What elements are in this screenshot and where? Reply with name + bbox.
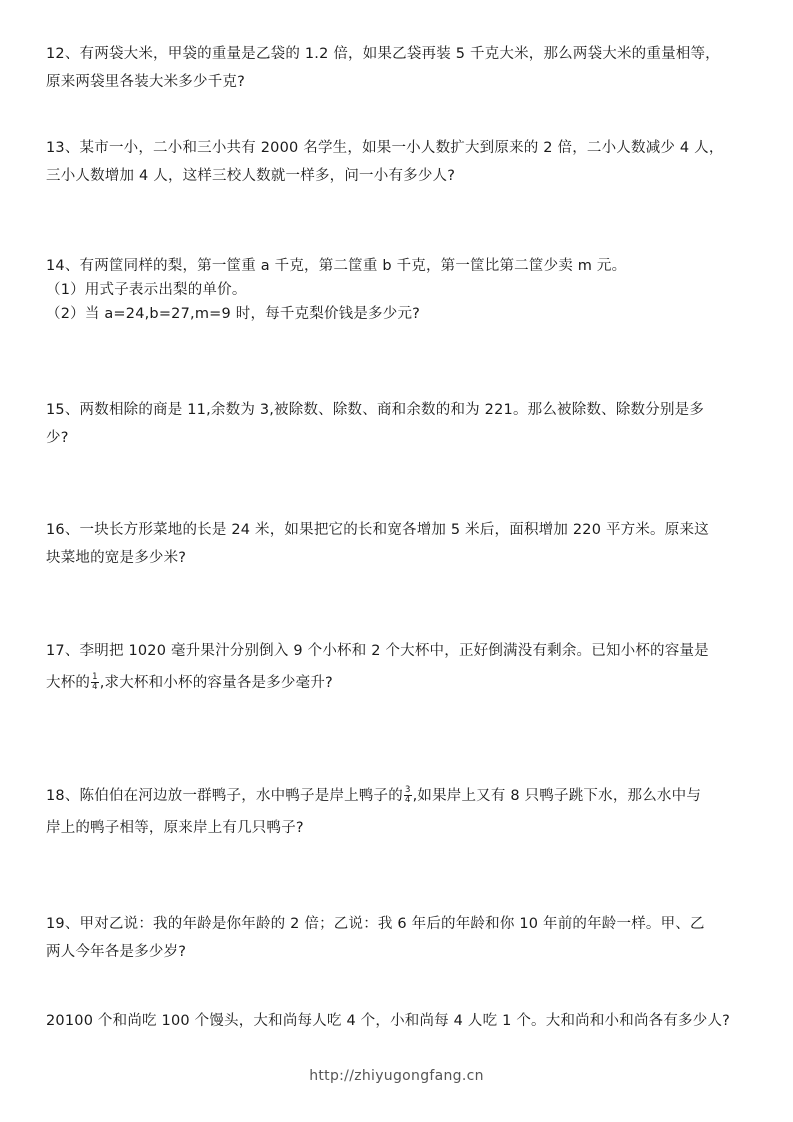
- question-13-line-1: 13、某市一小，二小和三小共有 2000 名学生，如果一小人数扩大到原来的 2 倍，二小人数减少 4 人，: [46, 140, 724, 156]
- question-18-text-before: 18、陈伯伯在河边放一群鸭子，水中鸭子是岸上鸭子的: [46, 788, 403, 804]
- question-18-line-1: [46, 780, 750, 812]
- question-13: [46, 134, 750, 190]
- question-19: [46, 910, 750, 966]
- question-17-text-before: 大杯的: [46, 675, 91, 691]
- question-20-line-1: 20100 个和尚吃 100 个馒头，大和尚每人吃 4 个，小和尚每 4 人吃 1 个。大和尚和小和尚各有多少人?: [46, 1013, 731, 1029]
- question-14: [46, 254, 750, 326]
- fraction-numerator: 1: [92, 671, 98, 682]
- question-14-line-1: 14、有两筐同样的梨，第一筐重 a 千克，第二筐重 b 千克，第一筐比第二筐少卖 m 元。: [46, 258, 627, 274]
- question-17-line-1: 17、李明把 1020 毫升果汁分别倒入 9 个小杯和 2 个大杯中，正好倒满没有剩余。已知小杯的容量是: [46, 643, 709, 659]
- question-15: [46, 396, 750, 452]
- question-19-line-1: 19、甲对乙说：我的年龄是你年龄的 2 倍；乙说：我 6 年后的年龄和你 10 年前的年龄一样。甲、乙: [46, 916, 705, 932]
- fraction-denominator: 4: [404, 794, 411, 805]
- question-12-line-1: 12、有两袋大米，甲袋的重量是乙袋的 1.2 倍，如果乙袋再装 5 千克大米，那么两袋大米的重量相等，: [46, 46, 720, 62]
- footer-url: http://zhiyugongfang.cn: [309, 1068, 484, 1084]
- question-17-text-after: ,求大杯和小杯的容量各是多少毫升?: [99, 675, 333, 691]
- question-17: [46, 635, 750, 699]
- question-18-text-after: ,如果岸上又有 8 只鸭子跳下水，那么水中与: [412, 788, 702, 804]
- fraction-numerator: 3: [404, 784, 411, 795]
- question-18: [46, 780, 750, 844]
- question-20: [46, 1007, 750, 1035]
- question-12: [46, 40, 750, 96]
- question-16-line-2: 块菜地的宽是多少米?: [46, 550, 187, 566]
- fraction-denominator: 4: [92, 681, 98, 692]
- fraction-one-quarter: [91, 673, 99, 692]
- fraction-three-quarters: [404, 786, 412, 805]
- question-15-line-2: 少?: [46, 430, 69, 446]
- question-13-line-2: 三小人数增加 4 人，这样三校人数就一样多，问一小有多少人?: [46, 168, 456, 184]
- question-14-line-3: （2）当 a=24,b=27,m=9 时，每千克梨价钱是多少元?: [46, 306, 421, 322]
- question-19-line-2: 两人今年各是多少岁?: [46, 944, 187, 960]
- question-12-line-2: 原来两袋里各装大米多少千克?: [46, 74, 245, 90]
- question-14-line-2: （1）用式子表示出梨的单价。: [46, 282, 247, 298]
- question-17-line-2: [46, 667, 750, 699]
- question-16: [46, 516, 750, 572]
- question-15-line-1: 15、两数相除的商是 11,余数为 3,被除数、除数、商和余数的和为 221。那么被除数、除数分别是多: [46, 402, 705, 418]
- question-18-line-2: 岸上的鸭子相等，原来岸上有几只鸭子?: [46, 820, 304, 836]
- question-16-line-1: 16、一块长方形菜地的长是 24 米，如果把它的长和宽各增加 5 米后，面积增加 220 平方米。原来这: [46, 522, 709, 538]
